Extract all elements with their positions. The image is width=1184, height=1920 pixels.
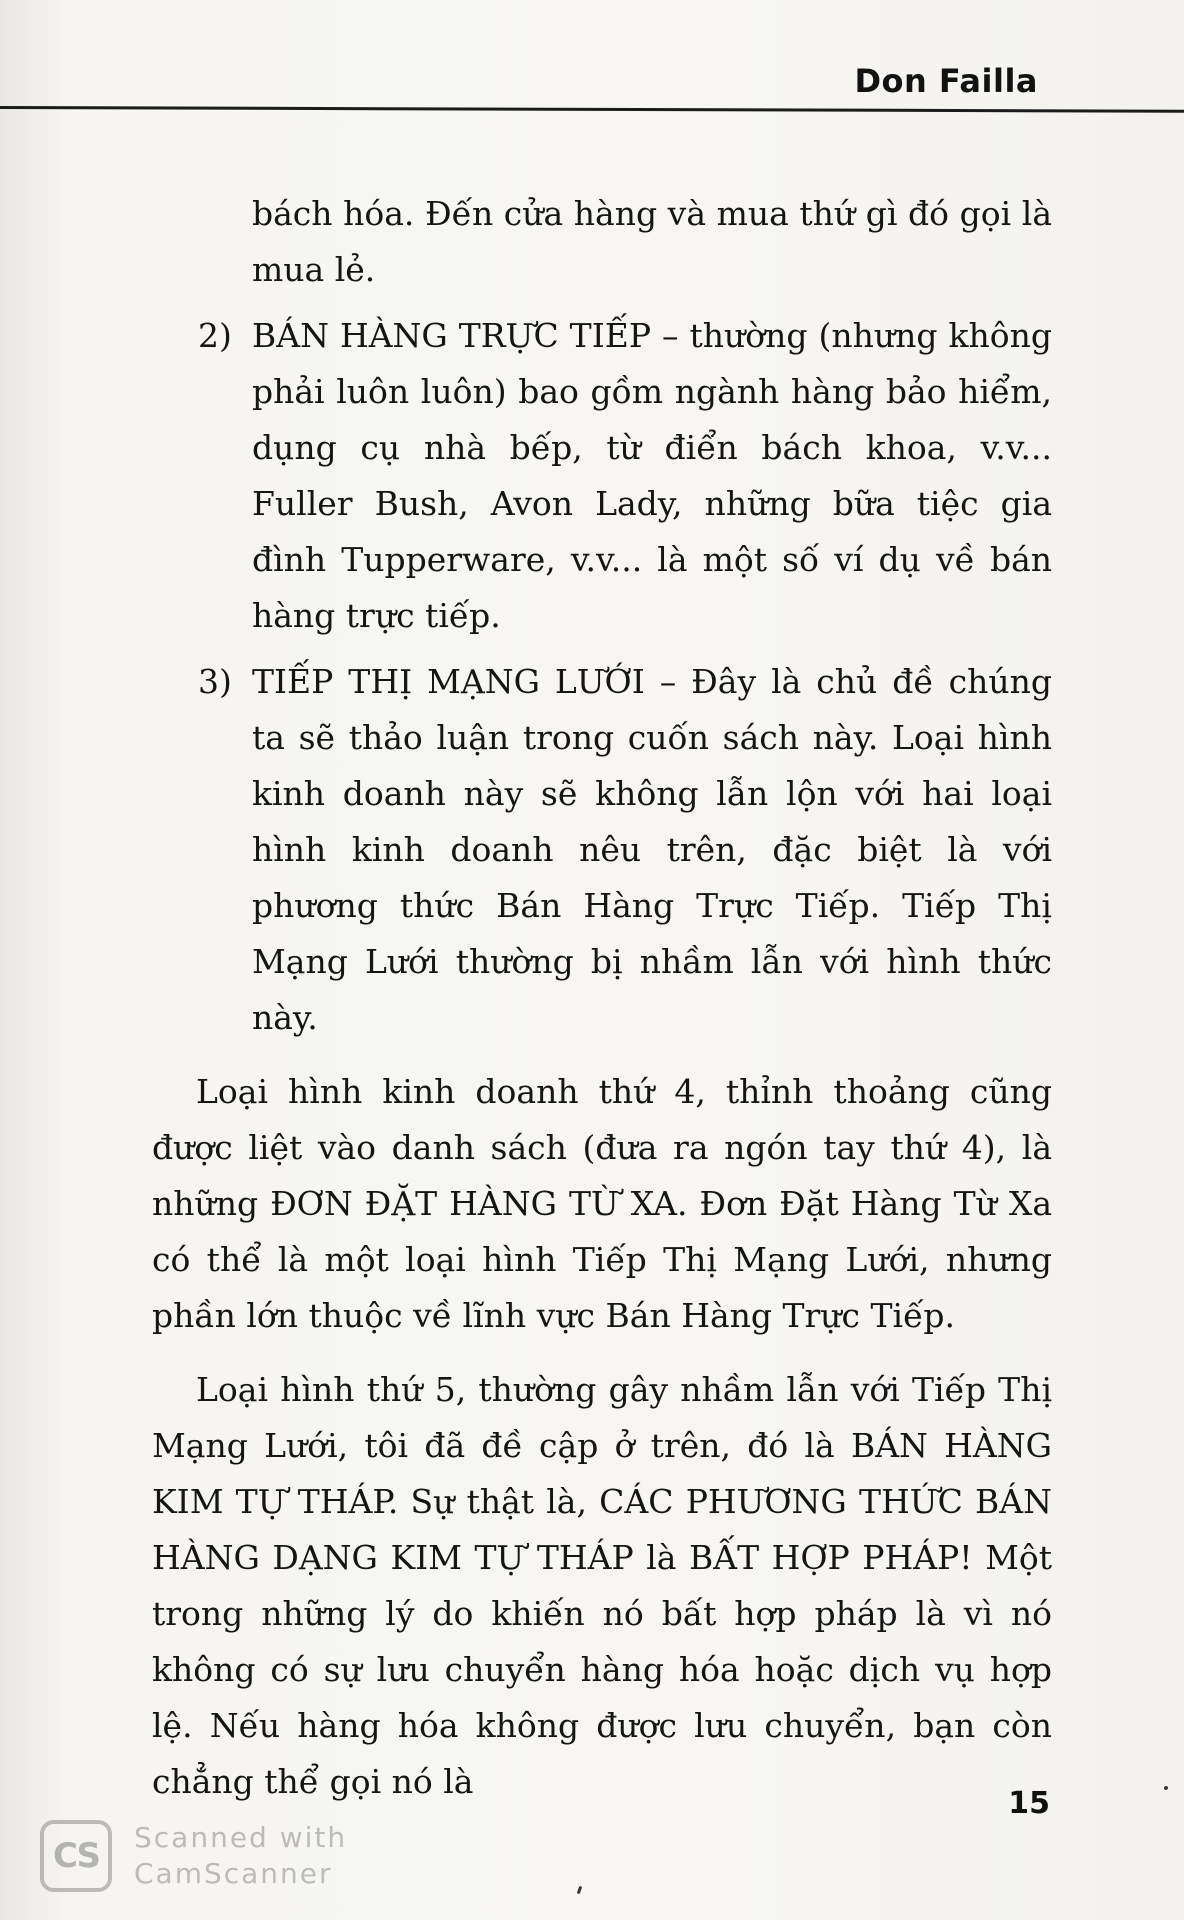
header-rule (0, 106, 1184, 113)
scan-speck (577, 1886, 583, 1895)
watermark-line-2: CamScanner (134, 1857, 333, 1890)
continuation-text: bách hóa. Đến cửa hàng và mua thứ gì đó gọi là mua lẻ. (252, 194, 1052, 289)
list-item-text: BÁN HÀNG TRỰC TIẾP – thường (nhưng không phải luôn luôn) bao gồm ngành hàng bảo hiểm, dụng cụ nhà bếp, từ điển bách khoa, v.v... Fuller Bush, Avon Lady, những bữa tiệc gia đình Tupperware, v.v... là một số ví dụ về bán hàng trực tiếp. (252, 316, 1052, 635)
camscanner-logo-icon: CS (40, 1820, 112, 1892)
body-text (152, 186, 1052, 1810)
scan-speck (1163, 1785, 1168, 1790)
paragraph: Loại hình kinh doanh thứ 4, thỉnh thoảng cũng được liệt vào danh sách (đưa ra ngón tay thứ 4), là những ĐƠN ĐẶT HÀNG TỪ XA. Đơn Đặt Hàng Từ Xa có thể là một loại hình Tiếp Thị Mạng Lưới, nhưng phần lớn thuộc về lĩnh vực Bán Hàng Trực Tiếp. (152, 1072, 1052, 1335)
camscanner-watermark (40, 1820, 347, 1892)
list-item-number: 2) (198, 316, 232, 355)
watermark-text (134, 1820, 347, 1892)
list-item-number: 3) (198, 662, 232, 701)
watermark-line-1: Scanned with (134, 1821, 348, 1854)
list-item-text: TIẾP THỊ MẠNG LƯỚI – Đây là chủ đề chúng ta sẽ thảo luận trong cuốn sách này. Loại hình kinh doanh này sẽ không lẫn lộn với hai loại hình kinh doanh nêu trên, đặc biệt là với phương thức Bán Hàng Trực Tiếp. Tiếp Thị Mạng Lưới thường bị nhầm lẫn với hình thức này. (252, 662, 1052, 1037)
running-head-author: Don Failla (854, 62, 1038, 100)
page-number: 15 (1008, 1786, 1050, 1821)
list-item (152, 308, 1052, 644)
paragraph: Loại hình thứ 5, thường gây nhầm lẫn với Tiếp Thị Mạng Lưới, tôi đã đề cập ở trên, đó là BÁN HÀNG KIM TỰ THÁP. Sự thật là, CÁC PHƯƠNG THỨC BÁN HÀNG DẠNG KIM TỰ THÁP là BẤT HỢP PHÁP! Một trong những lý do khiến nó bất hợp pháp là vì nó không có sự lưu chuyển hàng hóa hoặc dịch vụ hợp lệ. Nếu hàng hóa không được lưu chuyển, bạn còn chẳng thể gọi nó là (152, 1370, 1052, 1801)
list-item (152, 654, 1052, 1046)
